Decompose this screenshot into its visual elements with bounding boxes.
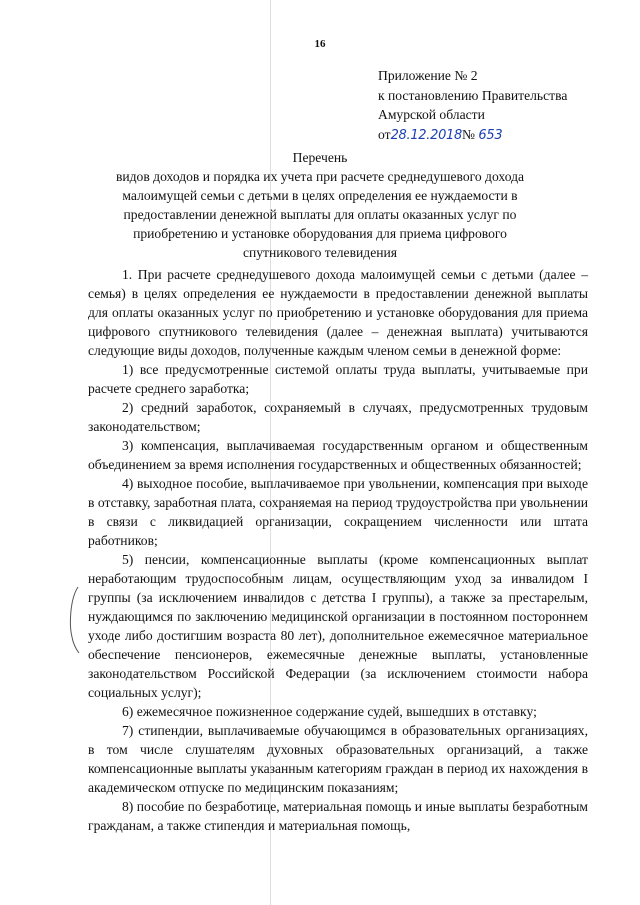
paragraph-item-7: 7) стипендии, выплачиваемые обучающимся в образовательных организациях, в том числе слушателям духовных образовательных организаций, а также компенсационные выплаты указанным категориям граждан в период их нахождения в академическом отпуске по медицинским показаниям; xyxy=(88,723,588,795)
paragraph-item-5: 5) пенсии, компенсационные выплаты (кроме компенсационных выплат неработающим трудоспособным лицам, осуществляющим уход за инвалидом I группы (за исключением инвалидов с детства I группы), а также за престарелым, нуждающимся по заключению медицинской организации в постоянном постороннем уходе либо достигшим возраста 80 лет), дополнительное ежемесячное материальное обеспечение пенсионеров, ежемесячные денежные выплаты, установленные законодательством Российской Федерации (за исключением стоимости набора социальных услуг); xyxy=(88,552,588,700)
appendix-region: Амурской области xyxy=(378,107,485,122)
handwritten-number: 653 xyxy=(478,127,503,143)
handwritten-date: 28.12.2018 xyxy=(390,127,462,143)
paragraph-item-6: 6) ежемесячное пожизненное содержание судей, вышедших в отставку; xyxy=(122,704,537,719)
paragraph-1: 1. При расчете среднедушевого дохода малоимущей семьи с детьми (далее – семья) в целях определения ее нуждаемости в предоставлении денежной выплаты для оплаты оказанных услуг по приобретению и установке оборудования для приема цифрового спутникового телевидения (далее – денежная выплата) учитываются следующие виды доходов, полученные каждым членом семьи в денежной форме: xyxy=(88,267,588,358)
appendix-title: Приложение № 2 xyxy=(378,68,478,83)
paragraph-item-3: 3) компенсация, выплачиваемая государственным органом и общественным объединением за время исполнения государственных и общественных обязанностей; xyxy=(88,438,588,472)
date-prefix: от xyxy=(378,126,391,142)
page-number: 16 xyxy=(314,38,326,50)
appendix-date-number xyxy=(378,125,567,146)
paragraph-item-8: 8) пособие по безработице, материальная помощь и иные выплаты безработным гражданам, а также стипендия и материальная помощь, xyxy=(88,799,588,833)
number-sign: № xyxy=(462,126,475,142)
appendix-decree-ref: к постановлению Правительства xyxy=(378,87,568,103)
appendix-block xyxy=(378,66,567,145)
document-heading xyxy=(100,148,540,263)
document-body xyxy=(88,265,588,835)
paragraph-item-1: 1) все предусмотренные системой оплаты труда выплаты, учитываемые при расчете среднего заработка; xyxy=(88,362,588,396)
paragraph-item-2: 2) средний заработок, сохраняемый в случаях, предусмотренных трудовым законодательством; xyxy=(88,400,588,434)
margin-bracket-mark xyxy=(66,585,80,655)
heading-subtitle: видов доходов и порядка их учета при расчете среднедушевого дохода малоимущей семьи с детьми в целях определения ее нуждаемости в предоставлении денежной выплаты для оплаты оказанных услуг по приобретению и установке оборудования для приема цифрового спутникового телевидения xyxy=(115,169,525,261)
paragraph-item-4: 4) выходное пособие, выплачиваемое при увольнении, компенсация при выходе в отставку, заработная плата, сохраняемая на период трудоустройства при увольнении в связи с ликвидацией организации, сокращением численности или штата работников; xyxy=(88,476,588,548)
heading-title: Перечень xyxy=(292,150,348,165)
